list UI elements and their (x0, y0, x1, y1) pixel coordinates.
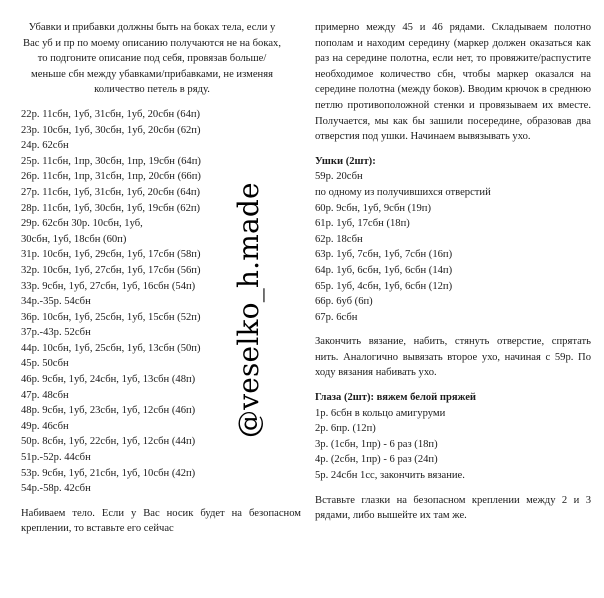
right-intro-paragraph: примерно между 45 и 46 рядами. Складываем полотно пополам и находим середину (маркер должен оказаться как раз на середине полотна, если нет, то провяжите/распустите необходимое количество сбн, чтобы маркер оказался на середине полотна (между боков). Вводим крючок в среднюю петлю противоположной стенки и провязываем их вместе. Получается, мы как бы зашили посередине, образовав два отверстия под ушки. Начинаем вывязывать ухо. (315, 22, 591, 143)
pattern-row: 61р. 1уб, 17сбн (18п) (315, 218, 410, 230)
pattern-row: 51р.-52р. 44сбн (21, 452, 91, 464)
pattern-row: 28р. 11сбн, 1уб, 30сбн, 1уб, 19сбн (62п) (21, 202, 201, 214)
pattern-row: 48р. 9сбн, 1уб, 23сбн, 1уб, 12сбн (46п) (21, 405, 196, 417)
ears-section (315, 154, 591, 326)
pattern-row: 65р. 1уб, 4сбн, 1уб, 6сбн (12п) (315, 280, 453, 292)
pattern-row: 33р. 9сбн, 1уб, 27сбн, 1уб, 16сбн (54п) (21, 280, 196, 292)
pattern-row: 29р. 62сбн 30р. 10сбн, 1уб, (21, 218, 143, 230)
pattern-row: 53р. 9сбн, 1уб, 21сбн, 1уб, 10сбн (42п) (21, 467, 196, 479)
pattern-row: 1р. 6сбн в кольцо амигуруми (315, 407, 446, 419)
pattern-row: 22р. 11сбн, 1уб, 31сбн, 1уб, 20сбн (64п) (21, 108, 201, 120)
pattern-row: 62р. 18сбн (315, 233, 363, 245)
pattern-row: 46р. 9сбн, 1уб, 24сбн, 1уб, 13сбн (48п) (21, 374, 196, 386)
eyes-section (315, 390, 591, 484)
pattern-row: 31р. 10сбн, 1уб, 29сбн, 1уб, 17сбн (58п) (21, 249, 201, 261)
left-outro-paragraph: Набиваем тело. Если у Вас носик будет на безопасном креплении, то вставьте его сейчас (21, 507, 301, 535)
pattern-row: 49р. 46сбн (21, 420, 69, 432)
pattern-row: 34р.-35р. 54сбн (21, 296, 91, 308)
pattern-row: 44р. 10сбн, 1уб, 25сбн, 1уб, 13сбн (50п) (21, 342, 201, 354)
pattern-row: 2р. 6пр. (12п) (315, 423, 376, 435)
pattern-row: 32р. 10сбн, 1уб, 27сбн, 1уб, 17сбн (56п) (21, 264, 201, 276)
pattern-row: 37р.-43р. 52сбн (21, 327, 91, 339)
ears-heading: Ушки (2шт): (315, 155, 376, 167)
pattern-row: 30сбн, 1уб, 18сбн (60п) (21, 233, 127, 245)
eyes-subheading: вяжем белой пряжей (374, 392, 477, 404)
ears-outro-paragraph: Закончить вязание, набить, стянуть отверстие, спрятать нить. Аналогично вывязать второе ухо, начиная с 59р. По ходу вязания набивать ухо. (315, 336, 591, 379)
pattern-row: 27р. 11сбн, 1уб, 31сбн, 1уб, 20сбн (64п) (21, 186, 201, 198)
pattern-row: 64р. 1уб, 6сбн, 1уб, 6сбн (14п) (315, 264, 453, 276)
pattern-row: 63р. 1уб, 7сбн, 1уб, 7сбн (16п) (315, 249, 453, 261)
pattern-row: 54р.-58р. 42сбн (21, 483, 91, 495)
pattern-row: по одному из получившихся отверстий (315, 186, 491, 198)
pattern-row: 59р. 20сбн (315, 171, 363, 183)
right-column (315, 20, 591, 524)
pattern-row: 3р. (1сбн, 1пр) - 6 раз (18п) (315, 438, 438, 450)
pattern-row: 66р. 6уб (6п) (315, 296, 373, 308)
eyes-heading: Глаза (2шт): (315, 392, 375, 404)
eyes-outro-paragraph: Вставьте глазки на безопасном креплении между 2 и 3 рядами, либо вышейте их там же. (315, 494, 591, 522)
pattern-row: 60р. 9сбн, 1уб, 9сбн (19п) (315, 202, 431, 214)
watermark-handle: @veselko_h.made (232, 182, 265, 438)
pattern-row: 50р. 8сбн, 1уб, 22сбн, 1уб, 12сбн (44п) (21, 436, 196, 448)
pattern-row: 26р. 11сбн, 1пр, 31сбн, 1пр, 20сбн (66п) (21, 171, 201, 183)
pattern-row: 24р. 62сбн (21, 140, 69, 152)
pattern-row: 4р. (2сбн, 1пр) - 6 раз (24п) (315, 454, 438, 466)
left-intro-paragraph: Убавки и прибавки должны быть на боках тела, если у Вас уб и пр по моему описанию получаются не на боках, то подгоните описание под себя, провязав больше/меньше сбн между убавками/прибавками, не изменяя количество петель в ряду. (23, 22, 281, 96)
pattern-row: 23р. 10сбн, 1уб, 30сбн, 1уб, 20сбн (62п) (21, 124, 201, 136)
pattern-row: 45р. 50сбн (21, 358, 69, 370)
pattern-row: 47р. 48сбн (21, 389, 69, 401)
pattern-row: 25р. 11сбн, 1пр, 30сбн, 1пр, 19сбн (64п) (21, 155, 201, 167)
pattern-row: 5р. 24сбн 1сс, закончить вязание. (315, 470, 465, 482)
pattern-row: 36р. 10сбн, 1уб, 25сбн, 1уб, 15сбн (52п) (21, 311, 201, 323)
pattern-row: 67р. 6сбн (315, 311, 358, 323)
